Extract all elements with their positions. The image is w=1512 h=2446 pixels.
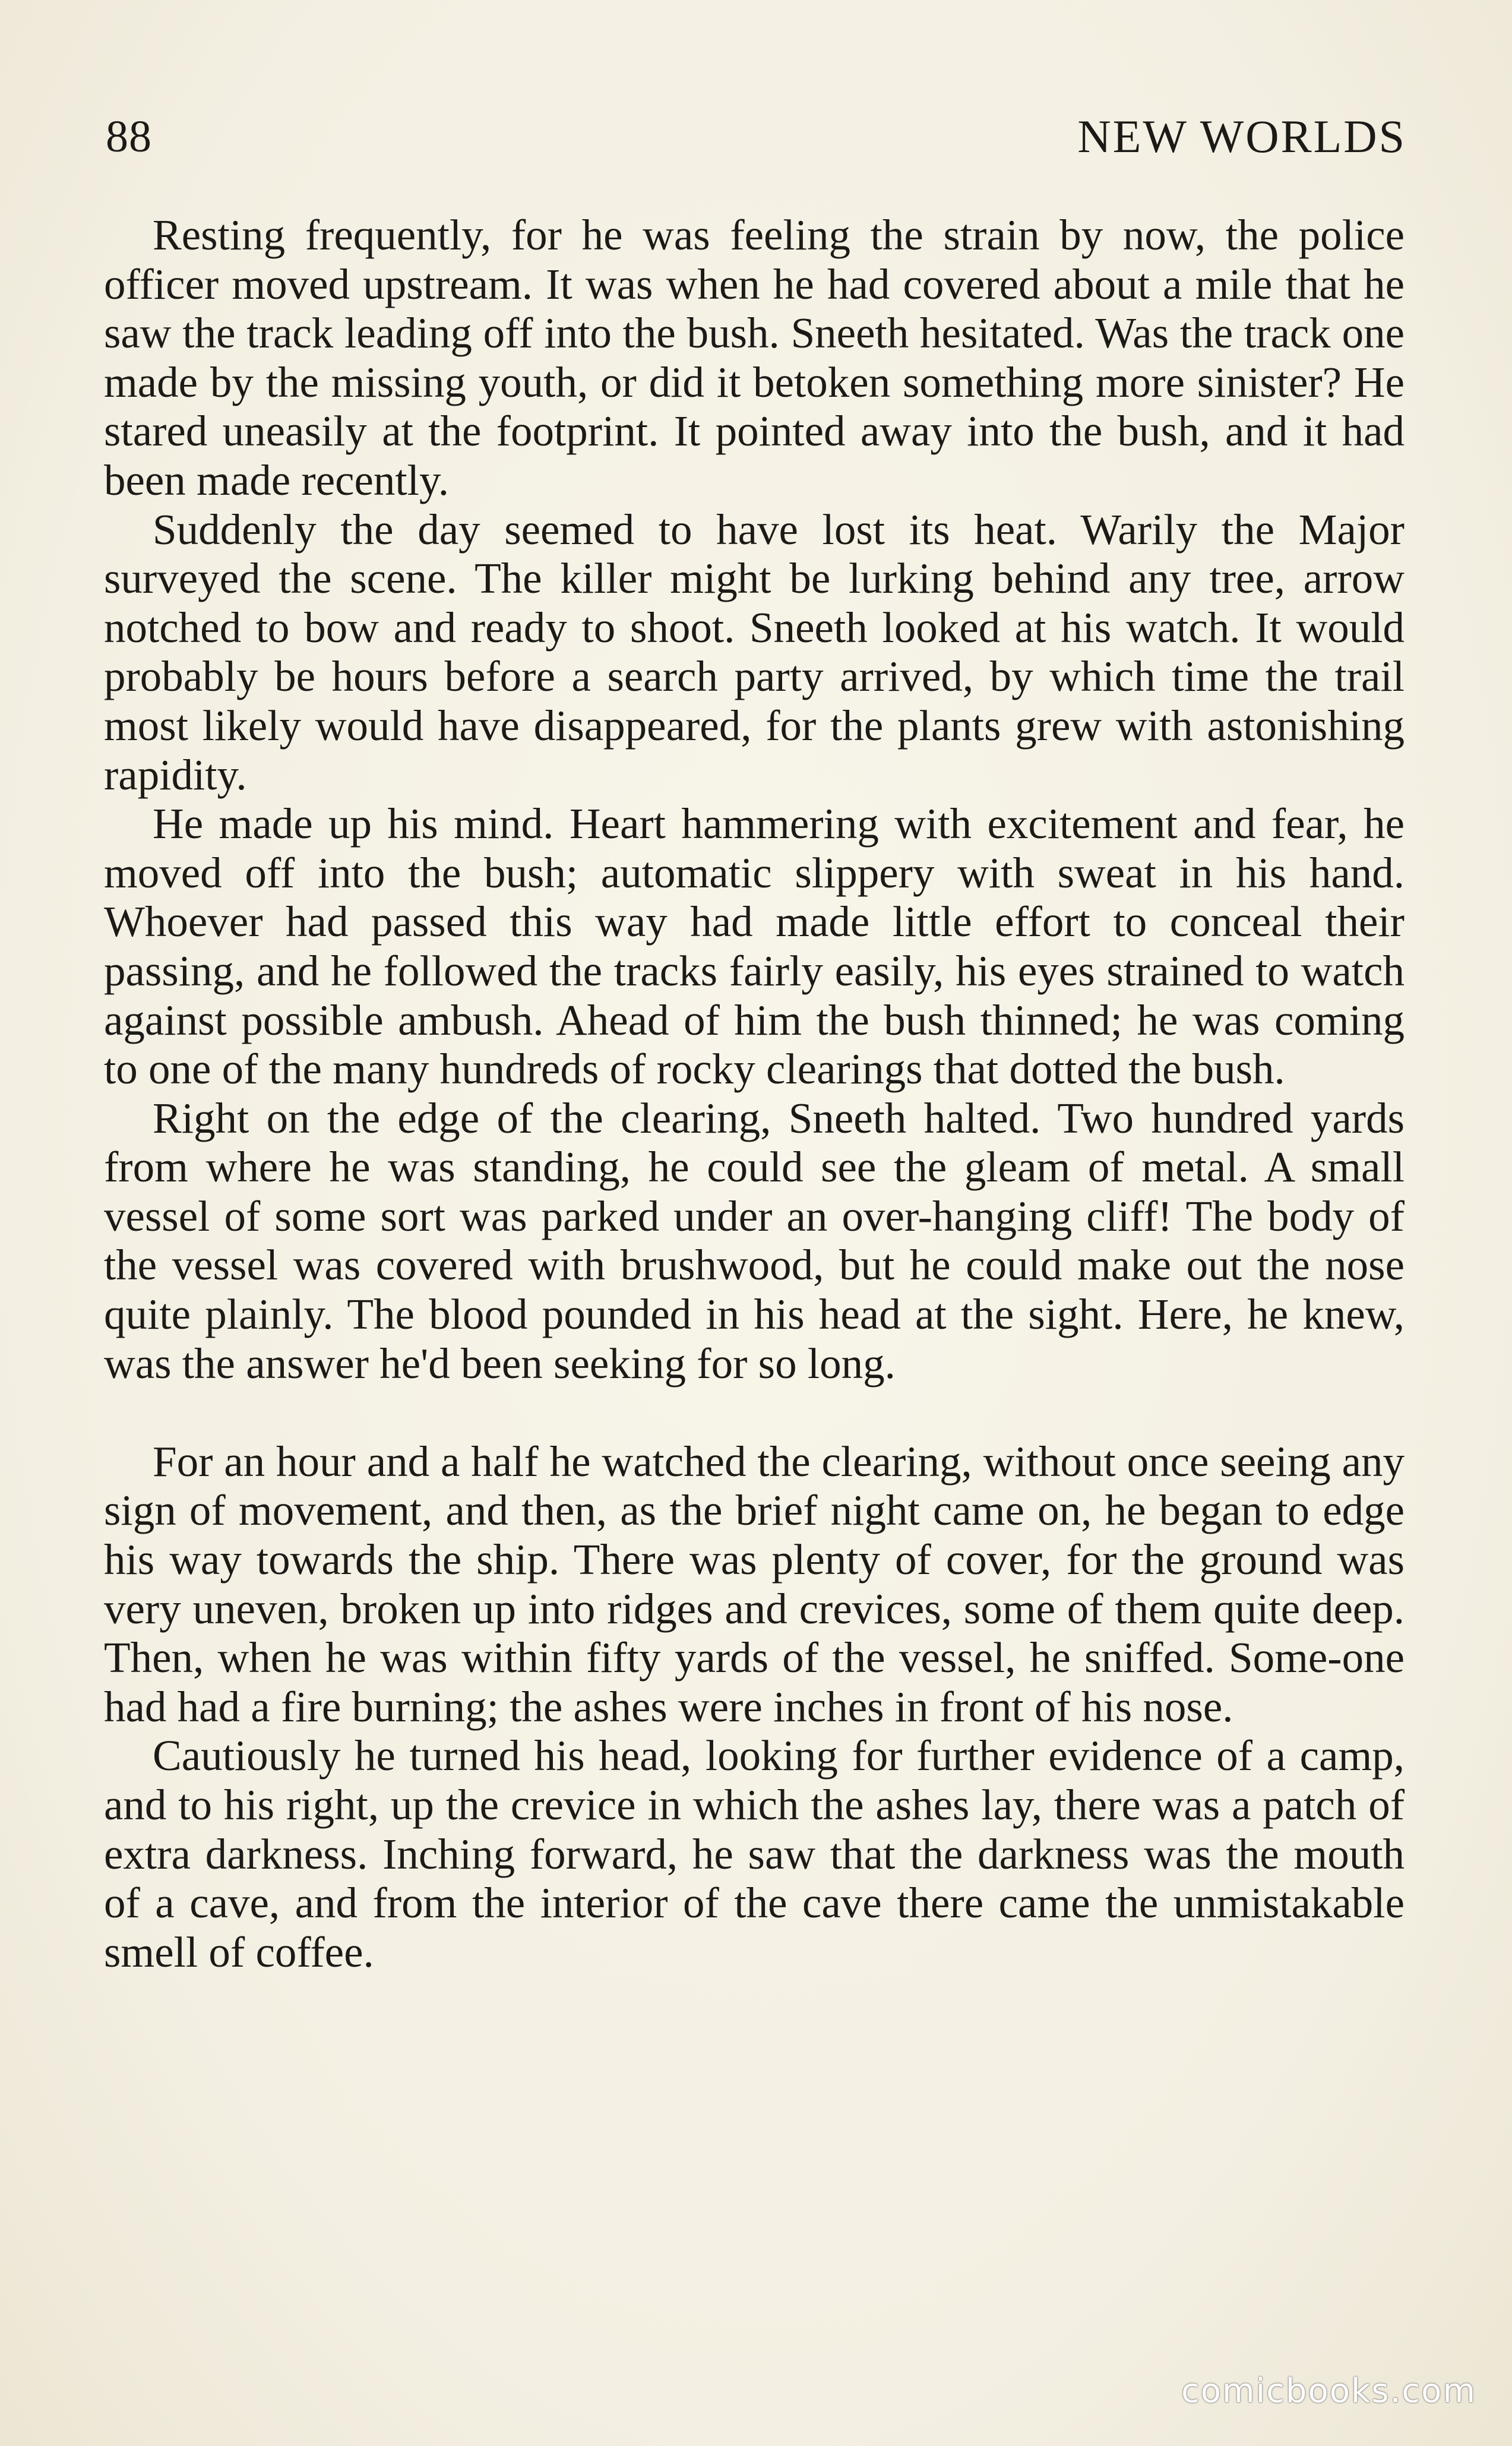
watermark: comicbooks.com — [1181, 2372, 1476, 2410]
paragraph: For an hour and a half he watched the clearing, without once seeing any sign of movement, and then, as the brief night came on, he began to edge his way towards the ship. There was plenty of cover, for the ground was very uneven, broken up into ridges and crevices, some of them quite deep. Then, when he was within fifty yards of the vessel, he sniffed. Some-one had had a fire burning; the ashes were inches in front of his nose. — [104, 1437, 1405, 1731]
paragraph: Right on the edge of the clearing, Sneeth halted. Two hundred yards from where he was standing, he could see the gleam of metal. A small vessel of some sort was parked under an over-hanging cliff! The body of the vessel was covered with brushwood, but he could make out the nose quite plainly. The blood pounded in his head at the sight. Here, he knew, was the answer he'd been seeking for so long. — [104, 1094, 1405, 1388]
section-break — [104, 1388, 1405, 1437]
magazine-title: NEW WORLDS — [1077, 110, 1406, 162]
page-number: 88 — [106, 111, 152, 162]
paragraph: He made up his mind. Heart hammering with excitement and fear, he moved off into the bush; automatic slippery with sweat in his hand. Whoever had passed this way had made little effort to conceal their passing, and he followed the tracks fairly easily, his eyes strained to watch against possible ambush. Ahead of him the bush thinned; he was coming to one of the many hundreds of rocky clearings that dotted the bush. — [104, 799, 1405, 1094]
paragraph: Suddenly the day seemed to have lost its heat. Warily the Major surveyed the scene. The killer might be lurking behind any tree, arrow notched to bow and ready to shoot. Sneeth looked at his watch. It would probably be hours before a search party arrived, by which time the trail most likely would have disappeared, for the plants grew with astonishing rapidity. — [104, 505, 1405, 799]
paragraph: Resting frequently, for he was feeling the strain by now, the police officer moved upstream. It was when he had covered about a mile that he saw the track leading off into the bush. Sneeth hesitated. Was the track one made by the missing youth, or did it betoken something more sinister? He stared uneasily at the footprint. It pointed away into the bush, and it had been made recently. — [104, 211, 1405, 504]
story-body — [104, 211, 1405, 1977]
paragraph: Cautiously he turned his head, looking for further evidence of a camp, and to his right, up the crevice in which the ashes lay, there was a patch of extra darkness. Inching forward, he saw that the darkness was the mouth of a cave, and from the interior of the cave there came the unmistakable smell of coffee. — [104, 1731, 1405, 1976]
running-head — [106, 107, 1406, 166]
